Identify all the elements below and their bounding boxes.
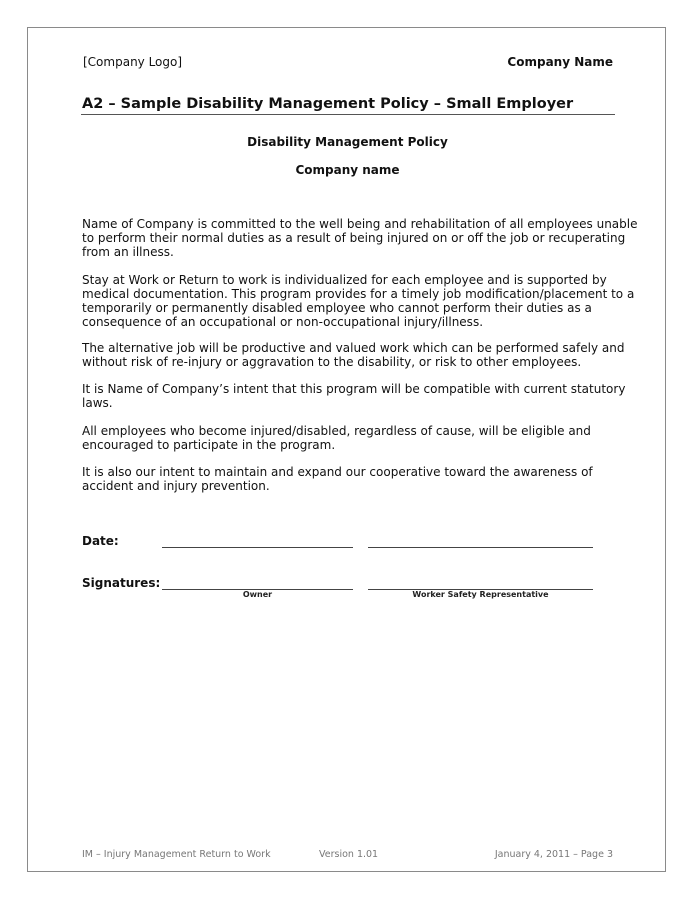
- paragraph-line: consequence of an occupational or non-occupational injury/illness.: [82, 315, 484, 329]
- paragraph-alternative-job: [82, 341, 625, 369]
- paragraph-eligibility: [82, 424, 622, 452]
- footer-version: Version 1.01: [319, 849, 379, 860]
- date-line-owner[interactable]: [162, 547, 353, 548]
- owner-caption: Owner: [242, 590, 273, 599]
- paragraph-line: It is Name of Company’s intent that this program will be compatible with current statutory: [82, 382, 626, 396]
- paragraph-line: accident and injury prevention.: [82, 479, 270, 493]
- paragraph-line: Name of Company is committed to the well being and rehabilitation of all employees unable: [82, 217, 638, 231]
- date-label: Date:: [82, 534, 119, 548]
- paragraph-line: from an illness.: [82, 245, 174, 259]
- paragraph-line: medical documentation. This program provides for a timely job modification/placement to a: [82, 287, 635, 301]
- footer-date-page: January 4, 2011 – Page 3: [494, 849, 613, 860]
- paragraph-line: without risk of re-injury or aggravation to the disability, or risk to other employees.: [82, 355, 582, 369]
- paragraph-line: temporarily or permanently disabled employee who cannot perform their duties as a: [82, 301, 592, 315]
- footer-document-name: IM – Injury Management Return to Work: [82, 849, 271, 860]
- paragraph-line: laws.: [82, 396, 113, 410]
- paragraph-prevention: [82, 465, 622, 493]
- document-page: [27, 27, 666, 872]
- representative-caption: Worker Safety Representative: [412, 590, 549, 599]
- paragraph-line: encouraged to participate in the program.: [82, 438, 336, 452]
- paragraph-line: to perform their normal duties as a result of being injured on or off the job or recuperating: [82, 231, 626, 245]
- paragraph-line: The alternative job will be productive and valued work which can be performed safely and: [82, 341, 625, 355]
- paragraph-statutory: [82, 382, 626, 410]
- paragraph-commitment: [82, 217, 638, 259]
- paragraph-line: All employees who become injured/disabled, regardless of cause, will be eligible and: [82, 424, 591, 438]
- signatures-label: Signatures:: [82, 576, 161, 590]
- paragraph-line: It is also our intent to maintain and expand our cooperative toward the awareness of: [82, 465, 593, 479]
- title-underline: [81, 114, 615, 115]
- company-logo-placeholder: [Company Logo]: [83, 55, 183, 69]
- company-name-header: Company Name: [507, 55, 613, 69]
- document-title: A2 – Sample Disability Management Policy – Small Employer: [82, 96, 574, 112]
- policy-heading: Disability Management Policy: [247, 135, 448, 149]
- paragraph-line: Stay at Work or Return to work is individualized for each employee and is supported by: [82, 273, 607, 287]
- date-line-representative[interactable]: [368, 547, 593, 548]
- paragraph-stay-at-work: [82, 273, 635, 329]
- company-subheading: Company name: [295, 163, 400, 177]
